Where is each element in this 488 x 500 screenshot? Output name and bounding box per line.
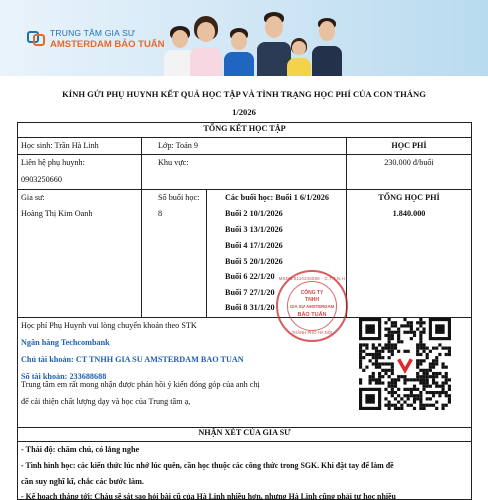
total-fee-label: TỔNG HỌC PHÍ [378, 193, 440, 202]
class-name: Lớp: Toán 9 [158, 141, 198, 150]
session-item: Các buổi học: Buổi 1 6/1/2026 [225, 193, 329, 202]
page-title: KÍNH GỬI PHỤ HUYNH KẾT QUẢ HỌC TẬP VÀ TÌNH TRẠNG HỌC PHÍ CỦA CON THÁNG [62, 89, 426, 99]
logo-icon [27, 29, 45, 47]
sessions-label: Số buổi học: [158, 193, 200, 202]
account-holder: Chủ tài khoản: CT TNHH GIA SU AMSTERDAM BAO TUAN [21, 355, 244, 364]
person-illustration [186, 16, 226, 76]
feedback-situation: - Tình hình học: các kiến thức lúc nhớ lúc quên, cần học thuộc các công thức trong SGK. Khi đặt tay để làm đề [21, 461, 394, 470]
qr-code [359, 318, 451, 410]
person-illustration [310, 18, 344, 76]
account-number: Số tài khoản: 233688688 [21, 372, 107, 381]
payment-intro: Học phí Phụ Huynh vui lòng chuyển khoản theo STK [21, 321, 197, 330]
fee-header: HỌC PHÍ [391, 141, 427, 150]
feedback-attitude: - Thái độ: chăm chú, có lắng nghe [21, 445, 140, 454]
stamp-text: GIA SƯ AMSTERDAM [289, 304, 335, 309]
stamp-ring-top: MSDN:0110246588 · C.T.T.N.H [278, 276, 346, 281]
feedback-request: Trung tâm em rất mong nhận được phản hồi ý kiến đóng góp của anh chị [21, 380, 260, 389]
total-fee-value: 1.840.000 [392, 209, 426, 218]
area-label: Khu vực: [158, 158, 189, 167]
header-banner [0, 0, 488, 76]
logo-text-line1: TRUNG TÂM GIA SƯ [50, 28, 136, 38]
person-illustration [286, 38, 312, 76]
parent-label: Liên hệ phụ huynh: [21, 158, 85, 167]
session-item: Buổi 3 13/1/2026 [225, 225, 283, 234]
logo-text-line2: AMSTERDAM BẢO TUẤN [50, 39, 165, 50]
session-item: Buổi 4 17/1/2026 [225, 241, 283, 250]
stamp-text: CÔNG TY [300, 290, 324, 296]
stamp-ring-bottom: THÀNH PHỐ HÀ NỘI [291, 330, 333, 335]
feedback-request-2: để cải thiện chất lượng dạy và học của Trung tâm ạ, [21, 397, 191, 406]
session-item: Buổi 6 22/1/20 [225, 272, 275, 281]
bank-name: Ngân hàng Techcombank [21, 338, 110, 347]
feedback-situation-2: cần suy nghĩ kĩ, chắc các bước làm. [21, 477, 144, 486]
fee-rate: 230.000 đ/buổi [384, 158, 434, 167]
summary-title: TỔNG KẾT HỌC TẬP [203, 124, 286, 133]
page-title-month: 1/2026 [232, 107, 256, 117]
person-illustration [222, 26, 256, 76]
feedback-title: NHẬN XÉT CỦA GIA SƯ [198, 428, 291, 437]
session-item: Buổi 5 20/1/2026 [225, 257, 283, 266]
feedback-plan: - Kế hoạch tháng tới: Cháu sẽ sát sao hỏi bài cũ của Hà Linh nhiều hơn, nhưng Hà Linh cũng phải tự học nhiều [21, 492, 396, 500]
company-stamp [276, 270, 348, 342]
parent-phone: 0903250660 [21, 175, 62, 184]
tutor-label: Gia sư: [21, 193, 45, 202]
sessions-count: 8 [158, 209, 163, 218]
session-item: Buổi 2 10/1/2026 [225, 209, 283, 218]
stamp-text: BẢO TUẤN [297, 312, 327, 318]
student-name: Học sinh: Trần Hà Linh [21, 141, 99, 150]
session-item: Buổi 8 31/1/20 [225, 303, 275, 312]
tutor-name: Hoàng Thị Kim Oanh [21, 209, 93, 218]
session-item: Buổi 7 27/1/20 [225, 288, 275, 297]
stamp-text: TNHH [305, 297, 319, 303]
